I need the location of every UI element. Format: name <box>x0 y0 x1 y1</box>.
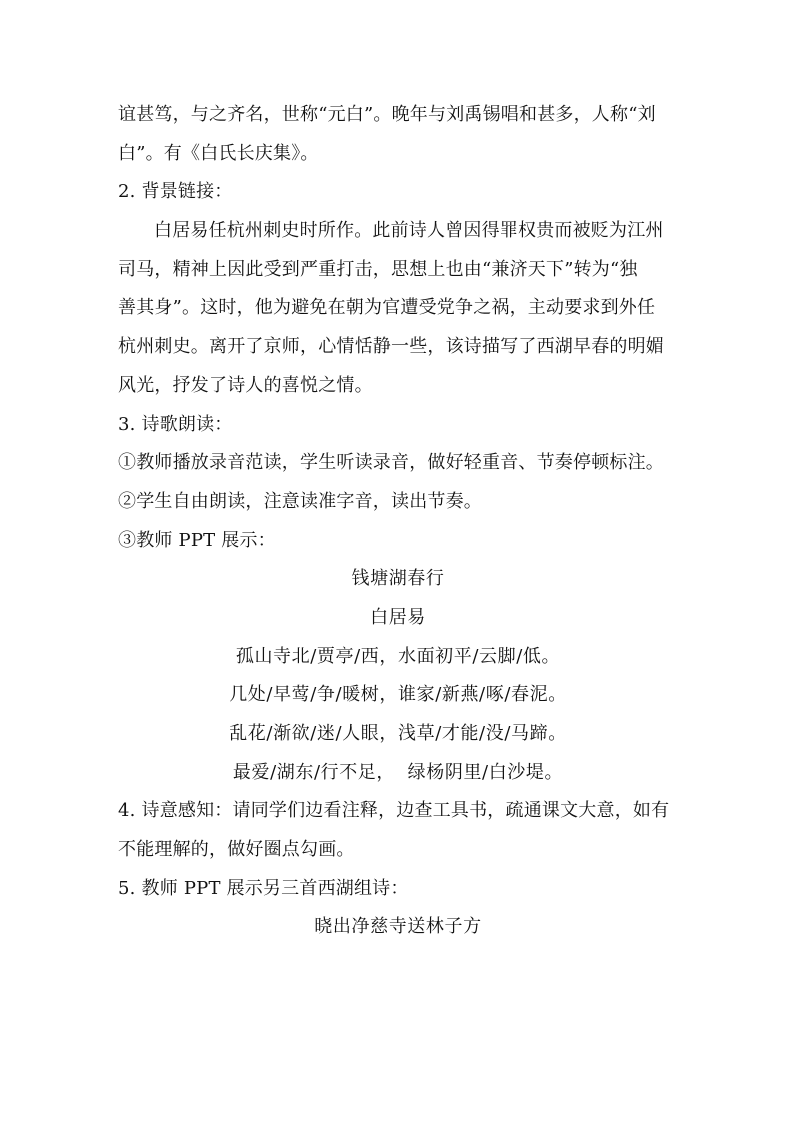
reading-step: ③教师 PPT 展示： <box>118 529 276 551</box>
bio-line-1: 谊甚笃，与之齐名，世称“元白”。晚年与刘禹锡唱和甚多，人称“刘 <box>118 104 656 125</box>
poem-line: 最爱/湖东/行不足， 绿杨阴里/白沙堤。 <box>232 761 564 783</box>
extra-poem-title: 晓出净慈寺送林子方 <box>314 916 482 938</box>
understanding-line-1: 4. 诗意感知：请同学们边看注释，边查工具书，疏通课文大意，如有 <box>118 800 670 822</box>
background-paragraph-line: 白居易任杭州刺史时所作。此前诗人曾因得罪权贵而被贬为江州 <box>154 220 664 242</box>
reading-heading: 3. 诗歌朗读： <box>118 413 233 435</box>
poem-line: 乱花/渐欲/迷/人眼，浅草/才能/没/马蹄。 <box>229 723 567 744</box>
background-paragraph-line: 善其身”。这时，他为避免在朝为官遭受党争之祸，主动要求到外任 <box>118 297 656 319</box>
poem-line: 几处/早莺/争/暖树，谁家/新燕/啄/春泥。 <box>229 684 567 706</box>
background-paragraph-line: 风光，抒发了诗人的喜悦之情。 <box>118 374 373 396</box>
poem-author: 白居易 <box>370 606 426 628</box>
document-page <box>118 96 678 947</box>
understanding-line-2: 不能理解的，做好圈点勾画。 <box>118 839 355 861</box>
background-heading: 2. 背景链接： <box>118 181 233 203</box>
background-paragraph-line: 司马，精神上因此受到严重打击，思想上也由“兼济天下”转为“独 <box>118 258 638 280</box>
extra-heading: 5. 教师 PPT 展示另三首西湖组诗： <box>118 877 409 899</box>
poem-line: 孤山寺北/贾亭/西，水面初平/云脚/低。 <box>235 645 561 667</box>
bio-line-2: 白”。有《白氏长庆集》。 <box>118 142 319 164</box>
poem-title: 钱塘湖春行 <box>351 568 445 590</box>
reading-step: ②学生自由朗读，注意读准字音，读出节奏。 <box>118 490 482 512</box>
reading-step: ①教师播放录音范读，学生听读录音，做好轻重音、节奏停顿标注。 <box>118 452 664 474</box>
background-paragraph-line: 杭州刺史。离开了京师，心情恬静一些，该诗描写了西湖早春的明媚 <box>118 336 664 358</box>
